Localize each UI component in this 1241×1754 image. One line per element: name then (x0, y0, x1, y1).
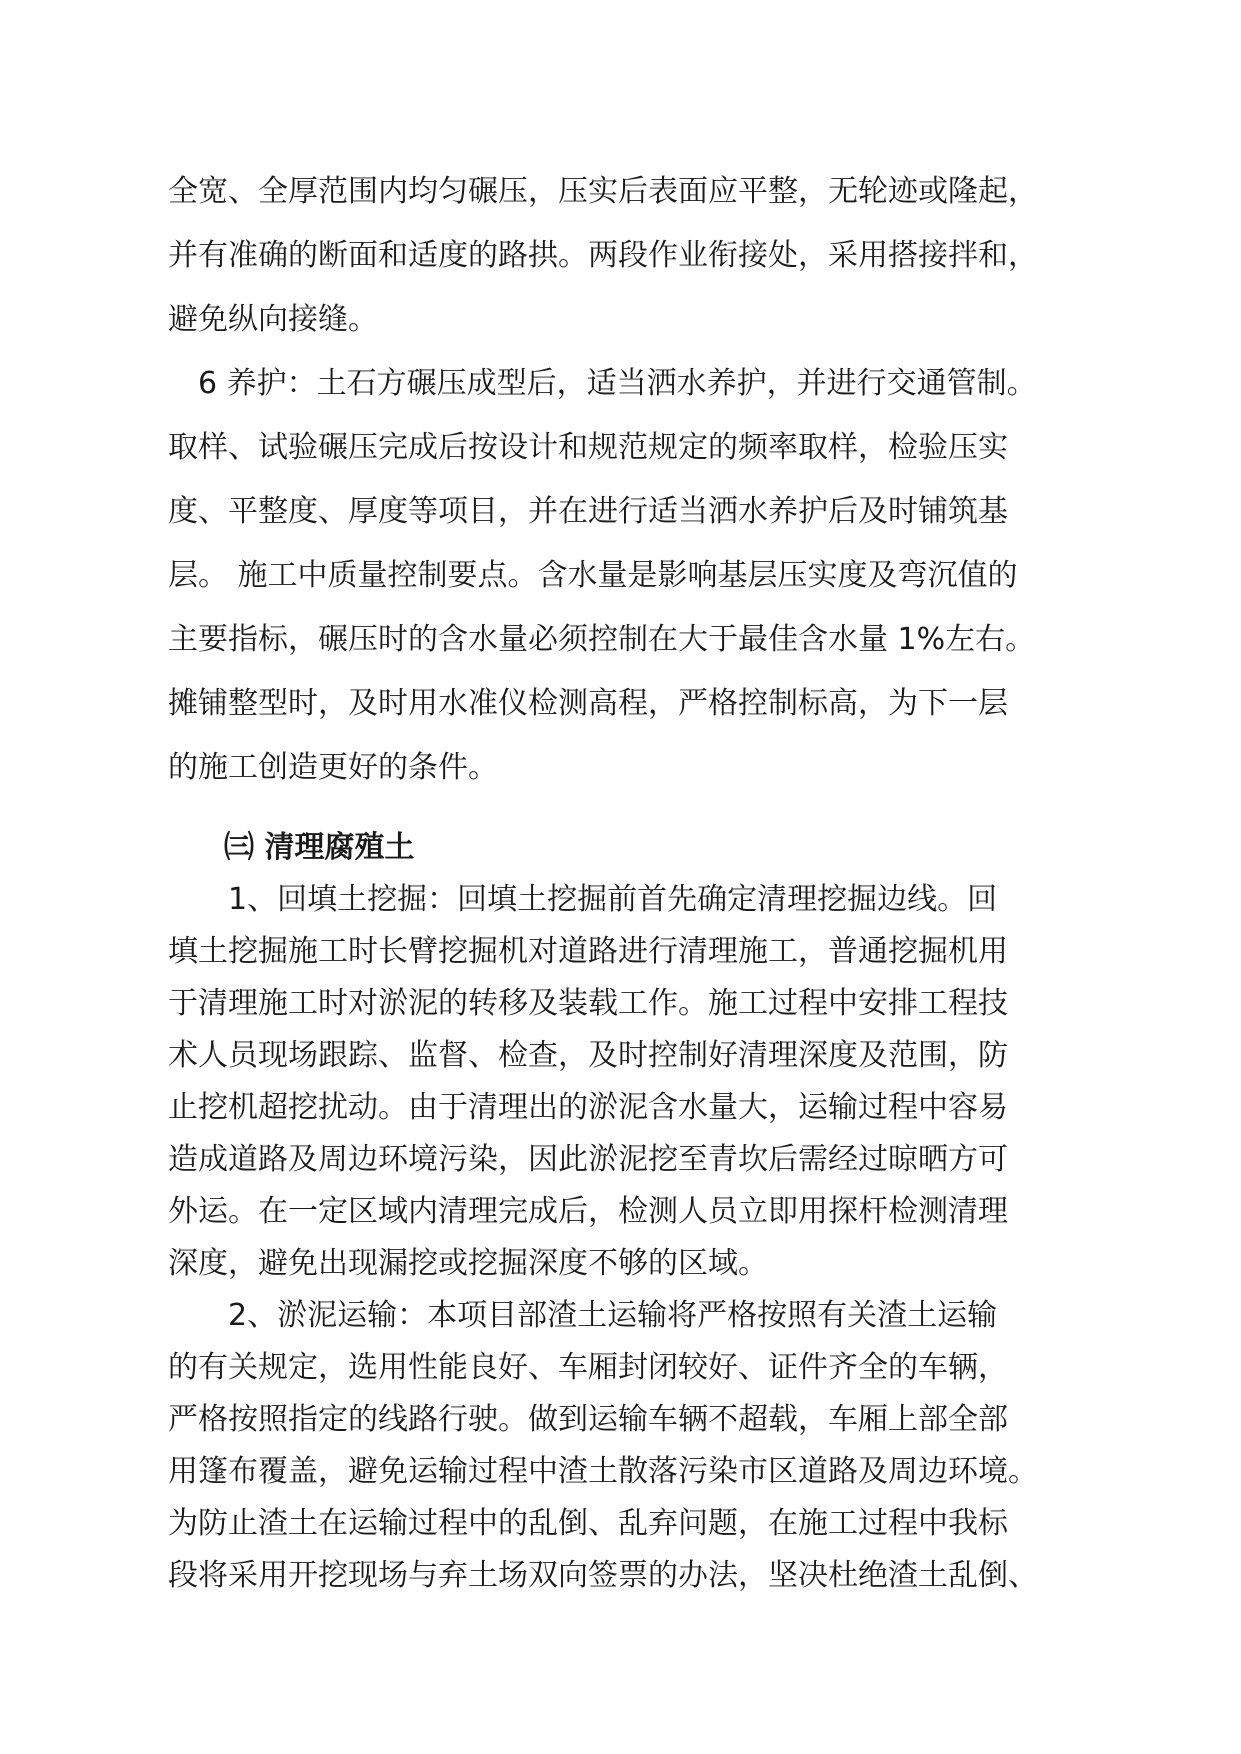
text-line: 术人员现场跟踪、监督、检查，及时控制好清理深度及范围，防 (168, 1038, 1008, 1073)
text-line: 严格按照指定的线路行驶。做到运输车辆不超载，车厢上部全部 (168, 1402, 1008, 1437)
text-line: 造成道路及周边环境污染，因此淤泥挖至青坎后需经过晾晒方可 (168, 1142, 1008, 1177)
text-line: 主要指标，碾压时的含水量必须控制在大于最佳含水量 1%左右。 (168, 622, 1036, 657)
text-line: 填土挖掘施工时长臂挖掘机对道路进行清理施工，普通挖掘机用 (168, 934, 1008, 969)
section-heading: ㈢ 清理腐殖土 (224, 830, 415, 865)
text-line: 于清理施工时对淤泥的转移及装载工作。施工过程中安排工程技 (168, 986, 1008, 1021)
text-line: 为防止渣土在运输过程中的乱倒、乱弃问题，在施工过程中我标 (168, 1506, 1008, 1541)
text-line: 外运。在一定区域内清理完成后，检测人员立即用探杆检测清理 (168, 1194, 1008, 1229)
text-line: 的有关规定，选用性能良好、车厢封闭较好、证件齐全的车辆， (168, 1350, 1008, 1385)
text-line: 止挖机超挖扰动。由于清理出的淤泥含水量大，运输过程中容易 (168, 1090, 1008, 1125)
text-line: 段将采用开挖现场与弃土场双向签票的办法，坚决杜绝渣土乱倒、 (168, 1558, 1038, 1593)
paragraph-block-compaction (168, 160, 1158, 800)
text-line: 避免纵向接缝。 (168, 302, 378, 337)
text-line: 1、回填土挖掘：回填土挖掘前首先确定清理挖掘边线。回 (168, 882, 998, 917)
text-line: 2、淤泥运输：本项目部渣土运输将严格按照有关渣土运输 (168, 1298, 998, 1333)
text-line: 取样、试验碾压完成后按设计和规范规定的频率取样，检验压实 (168, 430, 1008, 465)
text-line: 全宽、全厚范围内均匀碾压，压实后表面应平整，无轮迹或隆起， (168, 174, 1038, 209)
text-line: 的施工创造更好的条件。 (168, 750, 498, 785)
text-line: 深度，避免出现漏挖或挖掘深度不够的区域。 (168, 1246, 768, 1281)
text-line: 度、平整度、厚度等项目，并在进行适当洒水养护后及时铺筑基 (168, 494, 1008, 529)
text-line: 摊铺整型时，及时用水准仪检测高程，严格控制标高，为下一层 (168, 686, 1008, 721)
text-line: 并有准确的断面和适度的路拱。两段作业衔接处，采用搭接拌和， (168, 238, 1038, 273)
text-line: 层。 施工中质量控制要点。含水量是影响基层压实度及弯沉值的 (168, 558, 1018, 593)
text-line: 用篷布覆盖，避免运输过程中渣土散落污染市区道路及周边环境。 (168, 1454, 1038, 1489)
section-clear-humus-soil (168, 822, 1158, 1602)
text-line: 6 养护：土石方碾压成型后，适当洒水养护，并进行交通管制。 (168, 366, 1037, 401)
